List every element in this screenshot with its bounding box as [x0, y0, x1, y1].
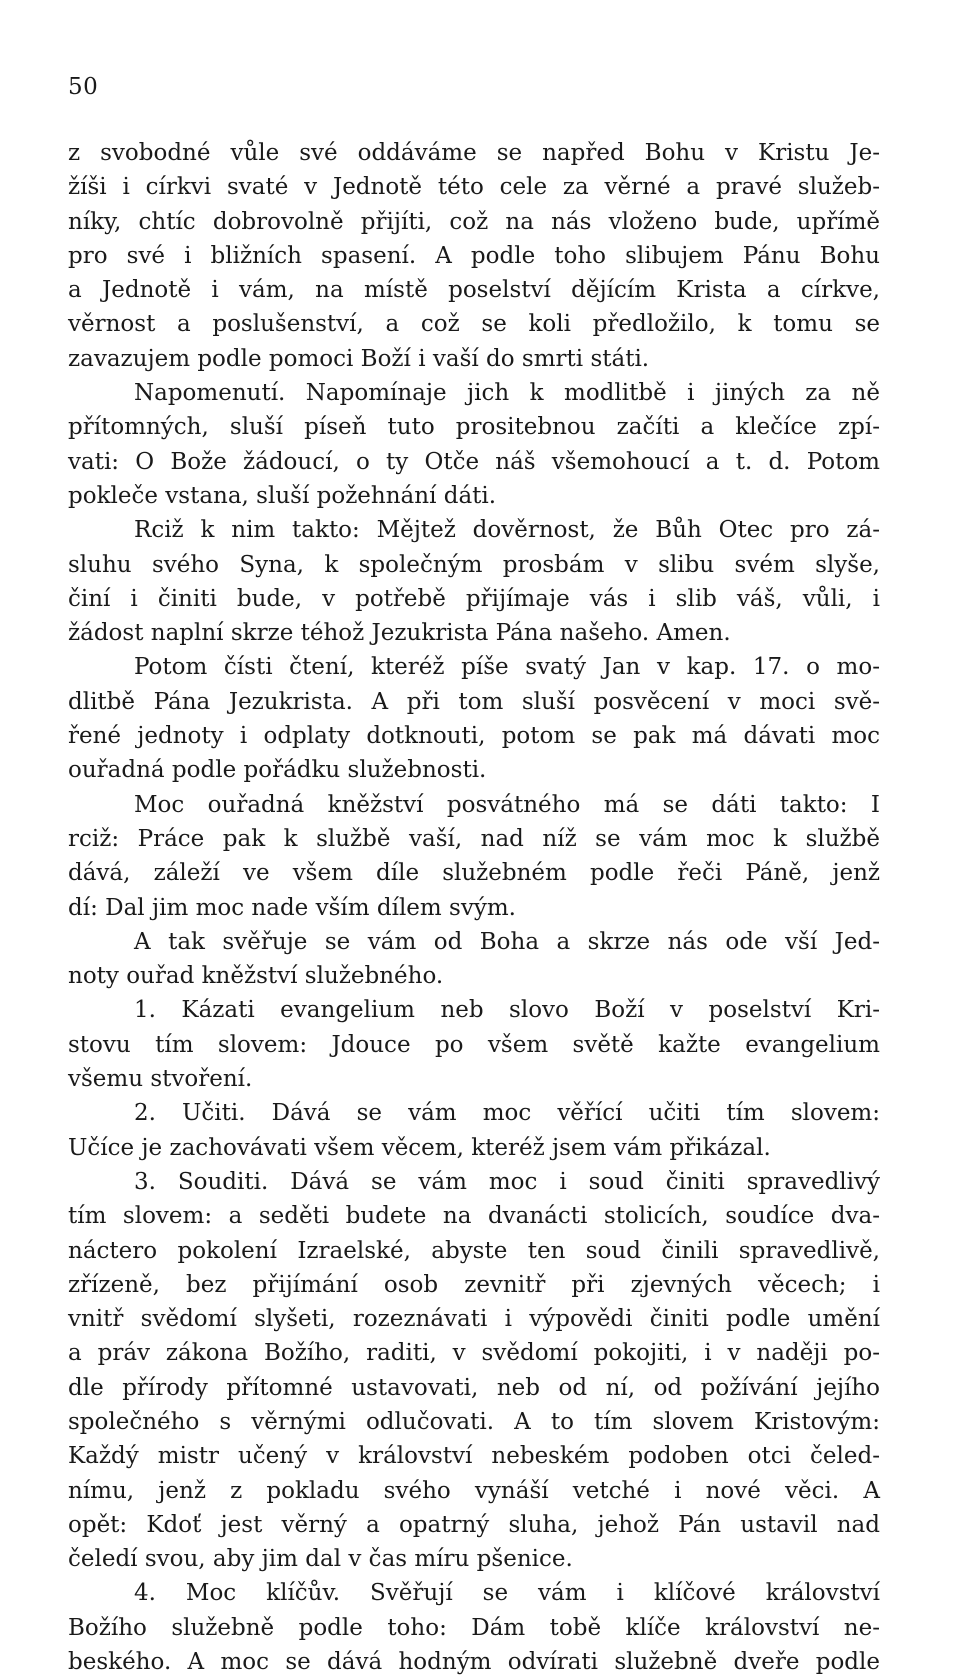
- text-line: společného s věrnými odlučovati. A to tím slovem Kristovým:: [68, 1408, 880, 1435]
- text-line: dle přírody přítomné ustavovati, neb od ní, od požívání jejího: [68, 1374, 880, 1401]
- text-line: níky, chtíc dobrovolně přijíti, což na nás vloženo bude, upřímě: [68, 208, 880, 235]
- text-line: pokleče vstana, sluší požehnání dáti.: [68, 482, 497, 509]
- text-line: 3. Souditi. Dává se vám moc i soud činiti spravedlivý: [134, 1168, 880, 1195]
- text-line: dlitbě Pána Jezukrista. A při tom sluší posvěcení v moci svě-: [68, 688, 880, 715]
- text-line: A tak svěřuje se vám od Boha a skrze nás ode vší Jed-: [134, 928, 880, 955]
- text-line: Potom čísti čtení, kteréž píše svatý Jan v kap. 17. o mo-: [134, 654, 880, 681]
- text-line: a práv zákona Božího, raditi, v svědomí pokojiti, i v naději po-: [68, 1340, 880, 1367]
- text-line: opět: Kdoť jest věrný a opatrný sluha, jehož Pán ustavil nad: [68, 1511, 880, 1538]
- text-line: žíši i církvi svaté v Jednotě této cele za věrné a pravé služeb-: [68, 174, 880, 201]
- text-line: ouřadná podle pořádku služebnosti.: [68, 757, 487, 784]
- text-line: přítomných, sluší píseň tuto prositebnou začíti a klečíce zpí-: [68, 414, 880, 441]
- text-line: zřízeně, bez přijímání osob zevnitř při zjevných věcech; i: [68, 1271, 880, 1298]
- text-line: zavazujem podle pomoci Boží i vaší do smrti státi.: [68, 345, 650, 372]
- text-line: věrnost a poslušenství, a což se koli předložilo, k tomu se: [68, 311, 880, 338]
- text-line: Božího služebně podle toho: Dám tobě klíče království ne-: [68, 1614, 880, 1641]
- text-line: Napomenutí. Napomínaje jich k modlitbě i jiných za ně: [134, 380, 880, 407]
- text-line: noty ouřad kněžství služebného.: [68, 963, 444, 990]
- text-line: stovu tím slovem: Jdouce po všem světě kažte evangelium: [68, 1031, 880, 1058]
- text-line: rciž: Práce pak k službě vaší, nad níž se vám moc k službě: [68, 825, 880, 852]
- text-line: pro své i bližních spasení. A podle toho slibujem Pánu Bohu: [68, 242, 880, 269]
- text-line: dává, záleží ve všem díle služebném podle řeči Páně, jenž: [68, 860, 880, 887]
- text-line: žádost naplní skrze téhož Jezukrista Pána našeho. Amen.: [68, 620, 731, 647]
- text-line: vnitř svědomí slyšeti, rozeznávati i výpovědi činiti podle umění: [68, 1306, 880, 1333]
- text-line: všemu stvoření.: [68, 1066, 253, 1093]
- text-line: z svobodné vůle své oddáváme se napřed Bohu v Kristu Je-: [68, 140, 880, 166]
- text-line: a Jednotě i vám, na místě poselství dějícím Krista a církve,: [68, 277, 880, 304]
- text-line: nímu, jenž z pokladu svého vynáší vetché i nové věci. A: [68, 1477, 880, 1504]
- text-line: dí: Dal jim moc nade vším dílem svým.: [68, 894, 516, 921]
- text-line: Rciž k nim takto: Mějtež dověrnost, že Bůh Otec pro zá-: [134, 517, 880, 544]
- text-line: vati: O Bože žádoucí, o ty Otče náš všemohoucí a t. d. Potom: [68, 448, 880, 475]
- text-line: Moc ouřadná kněžství posvátného má se dáti takto: I: [134, 791, 880, 818]
- text-line: řené jednoty i odplaty dotknouti, potom se pak má dávati moc: [68, 723, 880, 750]
- text-line: beského. A moc se dává hodným odvírati služebně dveře podle: [68, 1649, 880, 1676]
- text-line: 2. Učiti. Dává se vám moc věřící učiti tím slovem:: [134, 1100, 880, 1127]
- text-line: náctero pokolení Izraelské, abyste ten soud činili spravedlivě,: [68, 1237, 880, 1264]
- text-line: Každý mistr učený v království nebeském podoben otci čeled-: [68, 1443, 880, 1470]
- text-line: činí i činiti bude, v potřebě přijímaje vás i slib váš, vůli, i: [68, 585, 880, 612]
- body-text: [68, 136, 880, 1679]
- text-line: sluhu svého Syna, k společným prosbám v slibu svém slyše,: [68, 551, 880, 578]
- text-line: tím slovem: a seděti budete na dvanácti stolicích, soudíce dva-: [68, 1203, 880, 1230]
- text-line: Učíce je zachovávati všem věcem, kteréž jsem vám přikázal.: [68, 1134, 771, 1161]
- text-line: 1. Kázati evangelium neb slovo Boží v poselství Kri-: [134, 997, 880, 1024]
- page-number: 50: [68, 74, 99, 100]
- text-line: čeledí svou, aby jim dal v čas míru pšenice.: [68, 1546, 573, 1573]
- text-line: 4. Moc klíčův. Svěřují se vám i klíčové království: [134, 1580, 880, 1607]
